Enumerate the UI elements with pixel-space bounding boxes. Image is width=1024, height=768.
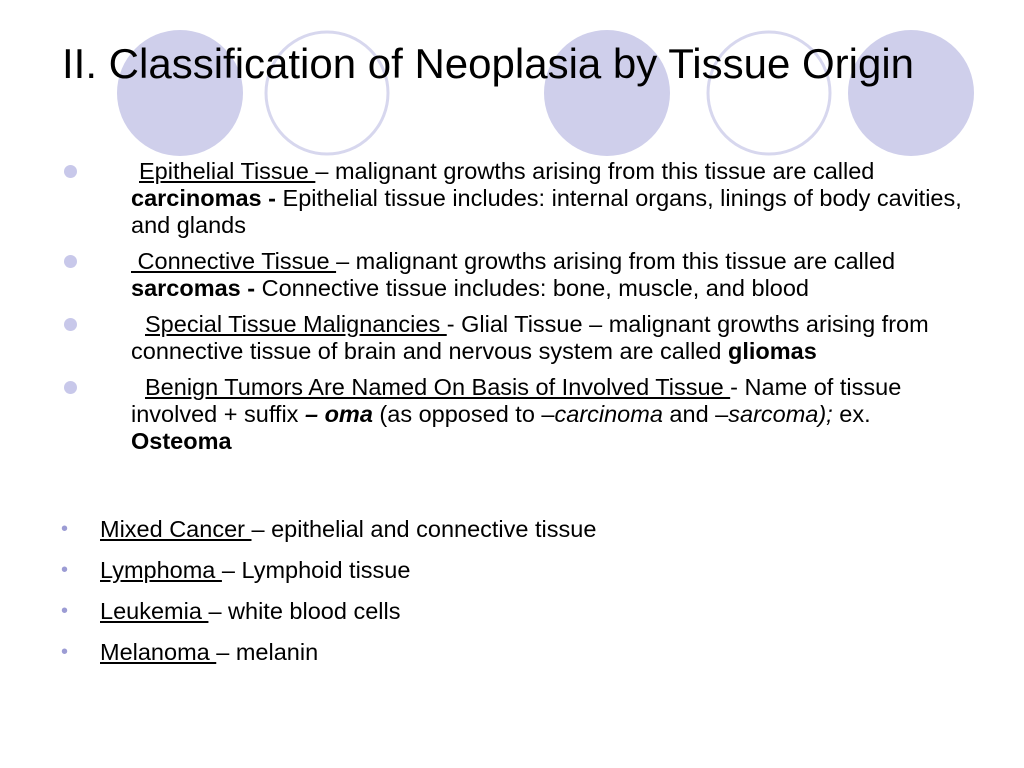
term-lymphoma: Lymphoma — [100, 557, 222, 583]
bold-sarcomas: sarcomas - — [131, 275, 262, 301]
text-connective-a: – malignant growths arising from this tissue are called — [336, 248, 896, 274]
text-epithelial-a: – malignant growths arising from this tissue are called — [315, 158, 875, 184]
small-bullet: • — [61, 641, 69, 663]
bullet-dot — [64, 381, 77, 394]
bullet-benign — [0, 374, 1024, 455]
sub-bullet-leukemia — [0, 598, 1024, 625]
text-benign-b: (as opposed to – — [372, 401, 555, 427]
text-epithelial-b: Epithelial tissue includes: internal organs, linings of body cavities, and glands — [131, 185, 962, 238]
term-mixed-cancer: Mixed Cancer — [100, 516, 252, 542]
text-benign-d: ex. — [832, 401, 871, 427]
text-leukemia: – white blood cells — [208, 598, 401, 624]
italic-carcinoma: carcinoma — [554, 401, 663, 427]
sub-bullet-lymphoma — [0, 557, 1024, 584]
term-leukemia: Leukemia — [100, 598, 209, 624]
term-melanoma: Melanoma — [100, 639, 217, 665]
term-special: Special Tissue Malignancies — [145, 311, 447, 337]
term-connective: Connective Tissue — [131, 248, 337, 274]
small-bullet: • — [61, 600, 69, 622]
term-benign: Benign Tumors Are Named On Basis of Involved Tissue — [145, 374, 731, 400]
term-epithelial: Epithelial Tissue — [139, 158, 316, 184]
text-connective-b: Connective tissue includes: bone, muscle, and blood — [261, 275, 810, 301]
bullet-dot — [64, 165, 77, 178]
bullet-dot — [64, 255, 77, 268]
bold-carcinomas: carcinomas - — [131, 185, 283, 211]
bullet-dot — [64, 318, 77, 331]
sub-bullet-melanoma — [0, 639, 1024, 666]
text-benign-c: and – — [662, 401, 729, 427]
text-mixed-cancer: – epithelial and connective tissue — [251, 516, 597, 542]
text-melanoma: – melanin — [216, 639, 319, 665]
italic-sarcoma: sarcoma); — [728, 401, 833, 427]
bold-italic-oma: – oma — [304, 401, 373, 427]
bullet-connective — [0, 248, 1024, 302]
bold-osteoma: Osteoma — [131, 428, 232, 454]
sub-bullet-list — [0, 516, 1024, 680]
bold-gliomas: gliomas — [727, 338, 817, 364]
bullet-epithelial — [0, 158, 1024, 239]
sub-bullet-mixed-cancer — [0, 516, 1024, 543]
text-lymphoma: – Lymphoid tissue — [221, 557, 411, 583]
text-benign-a: - Name of tissue involved + suffix — [131, 374, 902, 427]
bullet-special — [0, 311, 1024, 365]
small-bullet: • — [61, 518, 69, 540]
slide-title: II. Classification of Neoplasia by Tissue Origin — [62, 40, 915, 87]
main-bullet-list — [0, 158, 1024, 464]
text-special-a: - Glial Tissue – malignant growths arising from connective tissue of brain and nervous system are called — [131, 311, 929, 364]
small-bullet: • — [61, 559, 69, 581]
